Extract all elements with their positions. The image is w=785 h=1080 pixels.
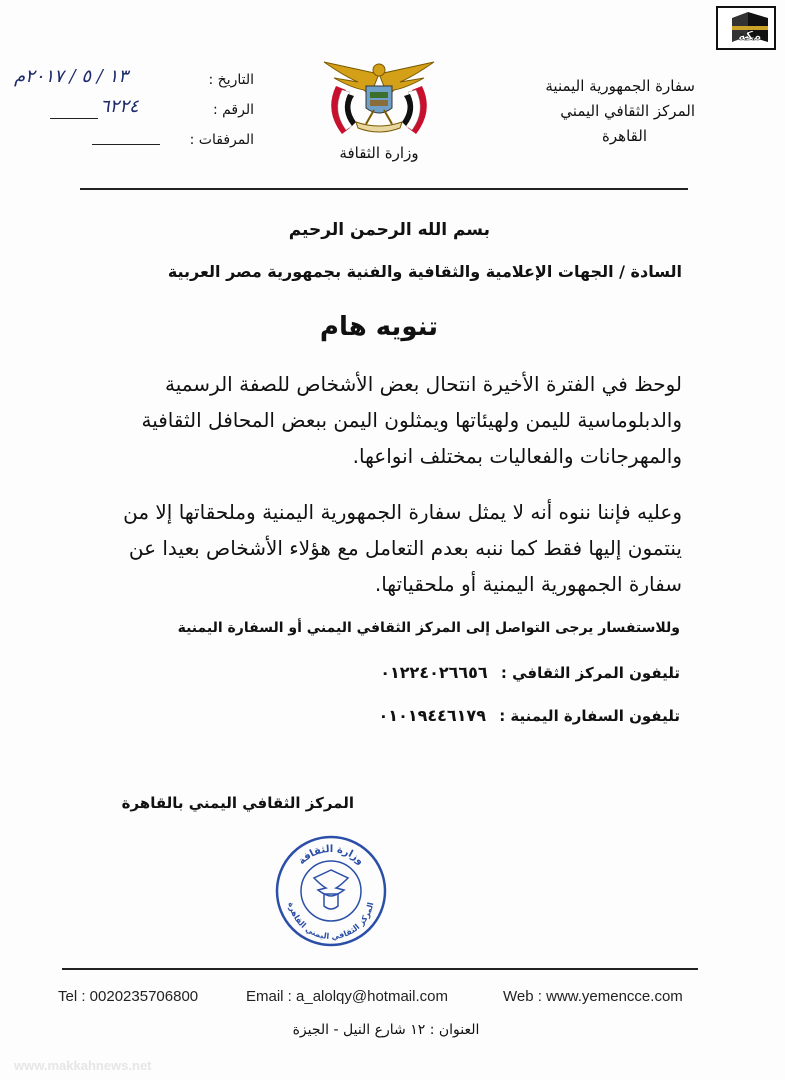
number-underline: [50, 118, 98, 119]
signer: المركز الثقافي اليمني بالقاهرة: [121, 794, 354, 812]
phone-embassy: [300, 706, 680, 725]
footer-address: العنوان : ١٢ شارع النيل - الجيزة: [292, 1022, 480, 1038]
footer-email: Email : a_alolqy@hotmail.com: [246, 988, 448, 1005]
svg-text:وزارة الثقافة: [296, 844, 365, 867]
phone-embassy-label: تليفون السفارة اليمنية :: [499, 707, 680, 725]
cultural-center-name: المركز الثقافي اليمني: [560, 102, 695, 120]
basmala: بسم الله الرحمن الرحيم: [288, 220, 490, 240]
phone-cultural-center: [300, 663, 680, 682]
phone-cultural-center-label: تليفون المركز الثقافي :: [500, 664, 680, 682]
inquiry-note: وللاستفسار يرجى التواصل إلى المركز الثقافي اليمني أو السفارة اليمنية: [177, 620, 680, 636]
embassy-name: سفارة الجمهورية اليمنية: [545, 77, 695, 95]
number-value: ٦٢٢٤: [100, 96, 139, 117]
footer-telephone: Tel : 0020235706800: [58, 988, 199, 1005]
stamp-bottom-text: المركز الثقافي اليمني القاهرة: [286, 901, 376, 942]
attachments-label: المرفقات :: [189, 132, 254, 148]
date-value: ١٣ / ٥ / ٢٠١٧م: [14, 66, 128, 87]
embassy-header: [505, 74, 695, 149]
paragraph-2: وعليه فإننا ننوه أنه لا يمثل سفارة الجمهورية اليمنية وملحقاتها إلا من ينتمون إليها فقط كما ننبه بعدم التعامل مع هؤلاء الأشخاص بعيدا عن سفارة الجمهورية اليمنية أو ملحقياتها.: [123, 500, 682, 596]
ministry-name: وزارة الثقافة: [339, 144, 419, 162]
phone-cultural-center-number: ٠١٢٢٤٠٢٦٦٥٦: [380, 663, 488, 682]
paragraph-1: لوحظ في الفترة الأخيرة انتحال بعض الأشخاص للصفة الرسمية والدبلوماسية لليمن ولهيئاتها ويمثلون اليمن ببعض المحافل الثقافية والمهرجانات والفعاليات بمختلف انواعها.: [141, 372, 682, 468]
yemen-emblem-icon: [314, 56, 444, 146]
makkah-logo: [716, 6, 776, 50]
watermark: www.makkahnews.net: [14, 1058, 152, 1073]
stamp-top-text: وزارة الثقافة: [296, 843, 366, 868]
date-label: التاريخ :: [208, 72, 254, 88]
header-divider: [80, 188, 688, 190]
letter-meta: [14, 66, 254, 150]
attachments-underline: [92, 144, 160, 145]
number-label: الرقم :: [212, 102, 254, 118]
logo-text: مكة: [738, 29, 762, 44]
notice-title: تنويه هام: [319, 312, 438, 342]
official-stamp-icon: [274, 834, 388, 948]
phone-embassy-number: ٠١٠١٩٤٤٦١٧٩: [378, 706, 486, 725]
footer-divider: [62, 968, 698, 970]
footer-website: Web : www.yemencce.com: [503, 988, 683, 1005]
addressee: السادة / الجهات الإعلامية والثقافية والفنية بجمهورية مصر العربية: [167, 262, 682, 281]
embassy-city: القاهرة: [602, 127, 647, 145]
